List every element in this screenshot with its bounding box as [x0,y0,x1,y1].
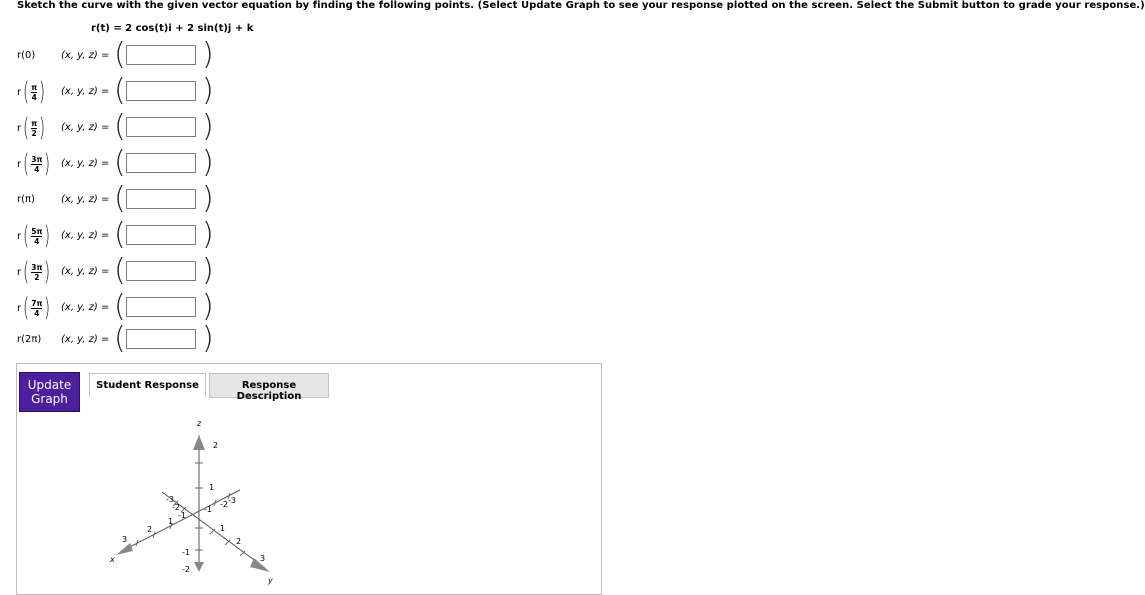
x-tick-label: 2 [147,525,153,534]
close-paren: ) [202,181,214,216]
row-label: r ( 5π 4 ) [17,221,51,251]
z-tick-label: -2 [182,565,190,574]
point-row-r0 [0,38,230,74]
coord-label: (x, y, z) = [61,194,110,205]
tab-student-response[interactable]: Student Response [89,373,206,398]
open-paren: ( [114,181,126,216]
3d-axes-graph[interactable] [100,410,290,583]
open-paren: ( [114,37,126,72]
z-axis-arrow-icon [193,435,205,450]
point-row-r-pi-4 [0,74,230,110]
point-row-r-2pi [0,322,230,358]
point-input-r-3pi-4[interactable] [126,153,196,173]
x-tick-label: -1 [178,511,186,520]
close-paren: ) [202,37,214,72]
y-tick-label: -1 [204,505,212,514]
x-tick-label: -3 [166,495,174,504]
point-row-r-5pi-4 [0,218,230,254]
row-label: r(0) [17,50,36,61]
point-input-r0[interactable] [126,45,196,65]
point-input-r-pi-4[interactable] [126,81,196,101]
z-axis-neg-arrow-icon [194,562,204,572]
point-row-r-3pi-4 [0,146,230,182]
y-tick-label: 3 [260,554,266,563]
y-tick-label: -2 [220,500,228,509]
row-label: r ( 3π 2 ) [17,257,51,287]
open-paren: ( [114,73,126,108]
open-paren: ( [114,321,126,356]
open-paren: ( [114,217,126,252]
open-paren: ( [114,253,126,288]
close-paren: ) [202,73,214,108]
z-tick-label: 2 [213,441,219,450]
point-input-r-2pi[interactable] [126,329,196,349]
instructions-text: Sketch the curve with the given vector equation by finding the following points. (Select Update Graph to see your response plotted on the screen. Select the Submit button to grade your response.) [17,0,1145,11]
z-axis-label: z [197,419,202,428]
close-paren: ) [202,217,214,252]
coord-label: (x, y, z) = [61,230,110,241]
point-input-r-5pi-4[interactable] [126,225,196,245]
point-input-r-pi[interactable] [126,189,196,209]
coord-label: (x, y, z) = [61,122,110,133]
close-paren: ) [202,109,214,144]
tab-response-description[interactable]: Response Description [209,373,329,398]
point-input-r-7pi-4[interactable] [126,297,196,317]
x-tick-label: 3 [122,535,128,544]
close-paren: ) [202,321,214,356]
point-input-r-3pi-2[interactable] [126,261,196,281]
close-paren: ) [202,253,214,288]
coord-label: (x, y, z) = [61,158,110,169]
row-label: r ( 7π 4 ) [17,293,51,323]
update-graph-button[interactable]: Update Graph [19,372,80,412]
row-label: r ( π 4 ) [17,77,46,107]
y-tick-label: 2 [236,537,242,546]
y-tick-label: -3 [228,496,236,505]
close-paren: ) [202,289,214,324]
close-paren: ) [202,145,214,180]
vector-equation: r(t) = 2 cos(t)i + 2 sin(t)j + k [91,23,254,34]
y-axis-label: y [268,576,273,585]
coord-label: (x, y, z) = [61,334,110,345]
open-paren: ( [114,289,126,324]
open-paren: ( [114,109,126,144]
z-tick-label: 1 [209,483,215,492]
open-paren: ( [114,145,126,180]
coord-label: (x, y, z) = [61,86,110,97]
coord-label: (x, y, z) = [61,266,110,277]
point-row-r-pi [0,182,230,218]
x-tick-label: -2 [172,503,180,512]
row-label: r(π) [17,194,35,205]
z-tick-label: -1 [182,548,190,557]
x-tick-label: 1 [168,517,174,526]
row-label: r(2π) [17,334,42,345]
coord-label: (x, y, z) = [61,50,110,61]
x-axis-arrow-icon [116,543,133,555]
point-row-r-pi-2 [0,110,230,146]
point-input-r-pi-2[interactable] [126,117,196,137]
row-label: r ( 3π 4 ) [17,149,51,179]
coord-label: (x, y, z) = [61,302,110,313]
row-label: r ( π 2 ) [17,113,46,143]
point-row-r-3pi-2 [0,254,230,290]
y-tick-label: 1 [220,524,226,533]
x-axis-label: x [110,555,115,564]
